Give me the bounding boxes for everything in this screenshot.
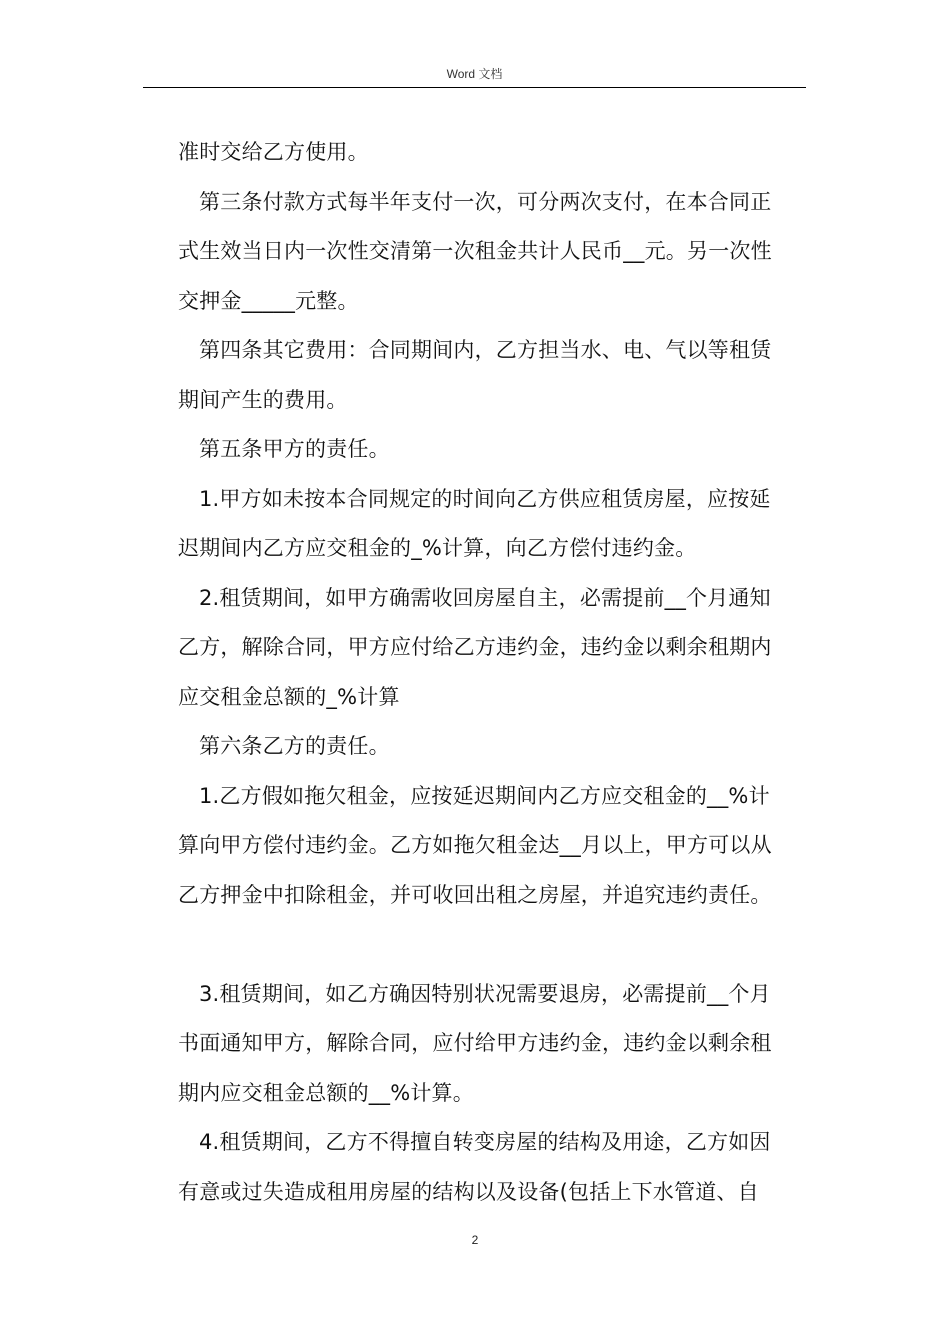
paragraph-line: 2.租赁期间，如甲方确需收回房屋自主，必需提前__个月通知 [199,585,771,610]
paragraph-line: 3.租赁期间，如乙方确因特别状况需要退房，必需提前__个月 [199,981,771,1006]
header-divider [143,87,806,88]
paragraph-line: 交押金_____元整。 [178,288,359,313]
page-number: 2 [471,1233,479,1247]
paragraph-line: 应交租金总额的_%计算 [178,684,400,709]
page-header: Word 文档 [446,67,503,81]
paragraph-line: 期间产生的费用。 [178,387,348,412]
paragraph-line: 第三条付款方式每半年支付一次，可分两次支付，在本合同正 [199,189,772,214]
paragraph-line: 式生效当日内一次性交清第一次租金共计人民币__元。另一次性 [178,239,772,263]
blank-line [178,920,806,970]
paragraph-line: 1.乙方假如拖欠租金，应按延迟期间内乙方应交租金的__%计 [199,783,770,808]
paragraph-line: 1.甲方如未按本合同规定的时间向乙方供应租赁房屋，应按延 [199,486,771,511]
paragraph-line: 准时交给乙方使用。 [178,140,369,164]
paragraph-line: 第六条乙方的责任。 [199,734,390,758]
paragraph-line: 书面通知甲方，解除合同，应付给甲方违约金，违约金以剩余租 [178,1031,772,1055]
document-body [178,128,806,1217]
paragraph-line: 有意或过失造成租用房屋的结构以及设备(包括上下水管道、自 [178,1179,759,1204]
paragraph-line: 迟期间内乙方应交租金的_%计算，向乙方偿付违约金。 [178,536,697,560]
paragraph-line: 第四条其它费用：合同期间内，乙方担当水、电、气以等租赁 [199,338,772,362]
paragraph-line: 4.租赁期间，乙方不得擅自转变房屋的结构及用途，乙方如因 [199,1130,771,1154]
paragraph-line: 期内应交租金总额的__%计算。 [178,1080,474,1105]
paragraph-line: 乙方，解除合同，甲方应付给乙方违约金，违约金以剩余租期内 [178,635,772,659]
paragraph-line: 第五条甲方的责任。 [199,437,390,461]
paragraph-line: 算向甲方偿付违约金。乙方如拖欠租金达__月以上，甲方可以从 [178,833,772,857]
paragraph-line: 乙方押金中扣除租金，并可收回出租之房屋，并追究违约责任。 [178,882,772,907]
